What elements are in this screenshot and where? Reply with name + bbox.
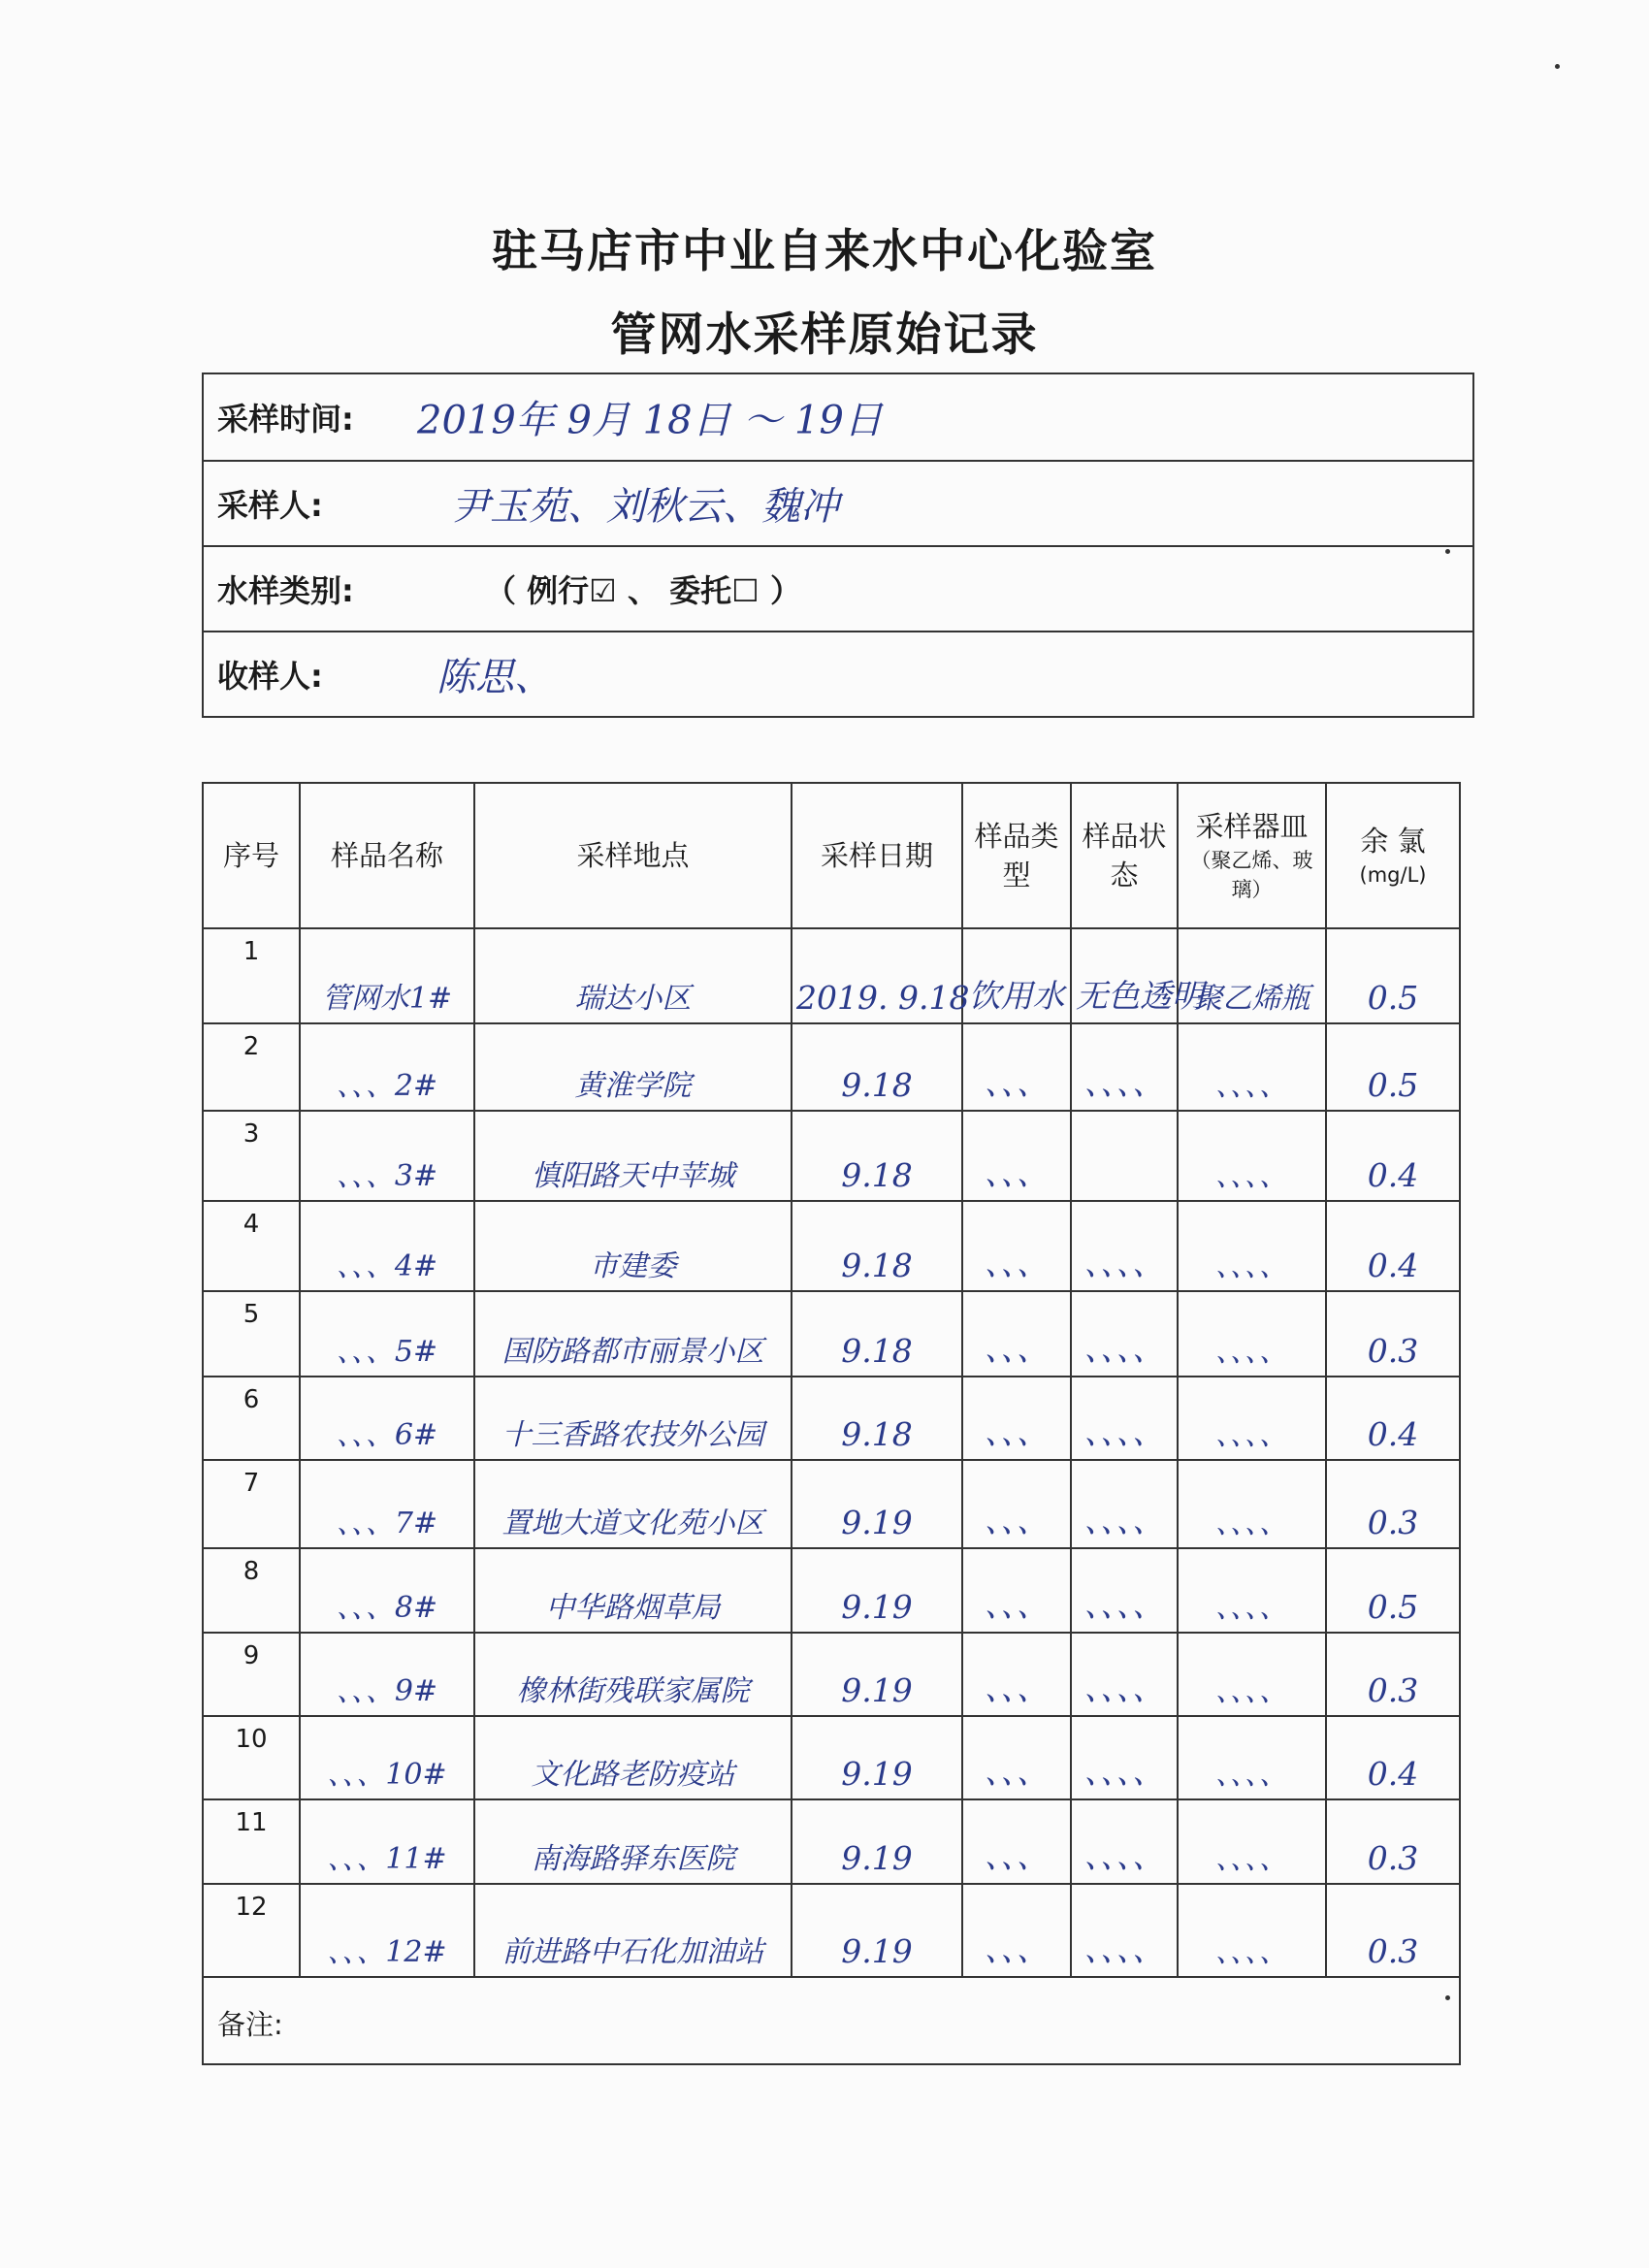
value-name: 、、、11#	[327, 1842, 447, 1876]
cell-date	[792, 1201, 962, 1291]
cell-chlorine	[1326, 1716, 1460, 1799]
cell-type	[962, 1884, 1071, 1977]
cell-date	[792, 928, 970, 1023]
value-name: 、、、9#	[336, 1674, 438, 1708]
header-location: 采样地点	[474, 783, 792, 928]
cell-state	[1071, 1111, 1178, 1201]
cell-location	[474, 1716, 792, 1799]
page-subtitle: 管网水采样原始记录	[610, 308, 1039, 362]
scan-speck	[1445, 1995, 1450, 2000]
cell-state	[1071, 1023, 1178, 1111]
remark-cell	[203, 1977, 1460, 2064]
info-row-category	[204, 547, 1472, 632]
cell-location	[474, 1377, 792, 1460]
value-vessel: 、、、、	[1215, 1507, 1288, 1540]
cell-date	[792, 1633, 962, 1716]
value-vessel: 、、、、	[1215, 1249, 1288, 1283]
cell-chlorine	[1326, 1460, 1460, 1548]
value-name: 、、、8#	[336, 1591, 438, 1625]
cell-state	[1071, 928, 1204, 1023]
header-vessel-label: 采样器皿	[1195, 810, 1309, 843]
cell-date	[792, 1460, 962, 1548]
value-type: 、、、	[985, 1930, 1049, 1968]
value-location: 黄淮学院	[574, 1069, 692, 1103]
cell-chlorine	[1326, 1291, 1460, 1377]
value-date: 9.19	[841, 1504, 913, 1541]
value-vessel: 、、、、	[1215, 1591, 1288, 1625]
cell-chlorine	[1326, 1111, 1460, 1201]
table-row	[203, 1633, 1460, 1716]
cell-location	[474, 1460, 792, 1548]
table-row	[203, 1201, 1460, 1291]
cell-type	[962, 1291, 1071, 1377]
value-type: 、、、	[985, 1064, 1049, 1102]
row-index: 11	[235, 1808, 268, 1837]
value-chlorine: 0.3	[1367, 1332, 1419, 1370]
category-options: （ 例行☑ 、 委托☐ ）	[485, 572, 801, 609]
time-value: 2019年 9月 18日 ～ 19日	[417, 398, 883, 443]
value-type: 、、、	[985, 1413, 1049, 1451]
row-index: 4	[242, 1210, 260, 1239]
cell-chlorine	[1326, 928, 1460, 1023]
cell-vessel	[1178, 1548, 1326, 1633]
cell-type	[962, 1023, 1071, 1111]
value-location: 橡林街残联家属院	[516, 1674, 750, 1708]
sampler-label: 采样人:	[217, 487, 323, 524]
cell-date	[792, 1716, 962, 1799]
row-index: 5	[242, 1300, 260, 1329]
cell-state	[1071, 1633, 1178, 1716]
value-name: 、、、3#	[336, 1159, 438, 1193]
cell-location	[474, 1799, 792, 1884]
header-vessel	[1178, 783, 1326, 928]
table-header-row	[203, 783, 1460, 928]
value-type: 饮用水	[968, 977, 1065, 1015]
value-chlorine: 0.3	[1367, 1671, 1419, 1709]
remark-row	[203, 1977, 1460, 2064]
cell-chlorine	[1326, 1377, 1460, 1460]
cell-type	[962, 1111, 1071, 1201]
header-chlorine-label: 余 氯	[1360, 825, 1426, 858]
cell-name	[300, 1201, 474, 1291]
time-label: 采样时间:	[217, 401, 354, 437]
value-chlorine: 0.4	[1367, 1755, 1419, 1793]
value-state: 、、、、	[1083, 1330, 1165, 1368]
row-index-cell	[203, 1023, 300, 1111]
value-state: 、、、、	[1083, 1502, 1165, 1539]
cell-vessel	[1178, 1633, 1326, 1716]
value-date: 9.18	[841, 1332, 913, 1370]
cell-state	[1071, 1884, 1178, 1977]
info-row-sampler	[204, 462, 1472, 547]
value-name: 、、、12#	[327, 1935, 447, 1969]
cell-location	[474, 1548, 792, 1633]
cell-location	[474, 1023, 792, 1111]
value-chlorine: 0.5	[1367, 1588, 1419, 1626]
cell-chlorine	[1326, 1633, 1460, 1716]
sampler-value: 尹玉苑、刘秋云、魏冲	[451, 484, 839, 530]
value-location: 瑞达小区	[574, 982, 692, 1016]
value-type: 、、、	[985, 1245, 1049, 1282]
value-name: 、、、7#	[336, 1507, 438, 1540]
value-date: 2019. 9.18	[796, 979, 970, 1017]
value-name: 、、、10#	[327, 1758, 447, 1792]
cell-name	[300, 1548, 474, 1633]
row-index: 9	[242, 1641, 260, 1670]
value-vessel: 、、、、	[1215, 1758, 1288, 1792]
row-index: 6	[242, 1385, 260, 1414]
row-index-cell	[203, 1377, 300, 1460]
value-type: 、、、	[985, 1502, 1049, 1539]
cell-type	[962, 1548, 1071, 1633]
value-vessel: 、、、、	[1215, 1159, 1288, 1193]
value-name: 、、、5#	[336, 1335, 438, 1369]
cell-vessel	[1178, 928, 1326, 1023]
cell-state	[1071, 1716, 1178, 1799]
value-date: 9.18	[841, 1066, 913, 1104]
value-date: 9.19	[841, 1588, 913, 1626]
cell-name	[300, 1716, 474, 1799]
value-chlorine: 0.4	[1367, 1156, 1419, 1194]
cell-name	[300, 1799, 474, 1884]
cell-type	[962, 1716, 1071, 1799]
cell-type	[962, 928, 1071, 1023]
value-date: 9.19	[841, 1932, 913, 1970]
table-row	[203, 1884, 1460, 1977]
header-sample-type: 样品类型	[962, 783, 1071, 928]
table-row	[203, 1023, 1460, 1111]
value-date: 9.19	[841, 1671, 913, 1709]
value-state: 、、、、	[1083, 1930, 1165, 1968]
value-vessel: 、、、、	[1215, 1335, 1288, 1369]
value-state: 、、、、	[1083, 1669, 1165, 1707]
row-index: 8	[242, 1557, 260, 1586]
header-index: 序号	[203, 783, 300, 928]
cell-state	[1071, 1201, 1178, 1291]
cell-name	[300, 1884, 474, 1977]
table-row	[203, 1377, 1460, 1460]
receiver-label: 收样人:	[217, 658, 323, 695]
cell-location	[474, 928, 792, 1023]
value-name: 、、、4#	[336, 1249, 438, 1283]
table-row	[203, 1799, 1460, 1884]
cell-location	[474, 1201, 792, 1291]
value-state: 、、、、	[1083, 1064, 1165, 1102]
table-row	[203, 928, 1460, 1023]
header-chlorine	[1326, 783, 1460, 928]
value-vessel: 、、、、	[1215, 1069, 1288, 1103]
value-name: 、、、6#	[336, 1418, 438, 1452]
value-type: 、、、	[985, 1837, 1049, 1875]
header-date: 采样日期	[792, 783, 962, 928]
value-type: 、、、	[985, 1586, 1049, 1624]
value-location: 前进路中石化加油站	[501, 1935, 764, 1969]
cell-type	[962, 1201, 1071, 1291]
receiver-value: 陈思、	[436, 655, 553, 700]
value-type: 、、、	[985, 1669, 1049, 1707]
value-name: 、、、2#	[336, 1069, 438, 1103]
row-index-cell	[203, 1291, 300, 1377]
value-chlorine: 0.4	[1367, 1247, 1419, 1284]
row-index: 2	[242, 1032, 260, 1061]
value-date: 9.19	[841, 1839, 913, 1877]
value-location: 市建委	[589, 1249, 677, 1283]
cell-vessel	[1178, 1377, 1326, 1460]
header-sample-state: 样品状态	[1071, 783, 1178, 928]
cell-vessel	[1178, 1023, 1326, 1111]
value-type: 、、、	[985, 1753, 1049, 1791]
cell-date	[792, 1799, 962, 1884]
value-location: 十三香路农技外公园	[501, 1418, 764, 1452]
category-label: 水样类别:	[217, 572, 354, 609]
value-chlorine: 0.4	[1367, 1415, 1419, 1453]
value-vessel: 、、、、	[1215, 1674, 1288, 1708]
value-location: 南海路驿东医院	[531, 1842, 735, 1876]
sample-table	[202, 782, 1461, 2065]
table-row	[203, 1716, 1460, 1799]
value-vessel: 、、、、	[1215, 1935, 1288, 1969]
cell-state	[1071, 1460, 1178, 1548]
row-index: 10	[235, 1725, 268, 1754]
scan-speck	[1555, 64, 1560, 69]
cell-type	[962, 1633, 1071, 1716]
table-row	[203, 1460, 1460, 1548]
cell-location	[474, 1111, 792, 1201]
table-row	[203, 1111, 1460, 1201]
row-index: 12	[235, 1893, 268, 1922]
remark-label: 备注:	[217, 2008, 283, 2041]
row-index: 7	[242, 1469, 260, 1498]
cell-vessel	[1178, 1111, 1326, 1201]
cell-state	[1071, 1377, 1178, 1460]
cell-type	[962, 1460, 1071, 1548]
value-chlorine: 0.3	[1367, 1932, 1419, 1970]
value-location: 文化路老防疫站	[531, 1758, 735, 1792]
cell-date	[792, 1023, 962, 1111]
value-chlorine: 0.3	[1367, 1839, 1419, 1877]
row-index: 3	[242, 1119, 260, 1149]
row-index-cell	[203, 1716, 300, 1799]
row-index-cell	[203, 1884, 300, 1977]
cell-location	[474, 1884, 792, 1977]
cell-vessel	[1178, 1799, 1326, 1884]
table-row	[203, 1548, 1460, 1633]
cell-chlorine	[1326, 1884, 1460, 1977]
cell-type	[962, 1799, 1071, 1884]
value-state: 、、、、	[1083, 1753, 1165, 1791]
cell-vessel	[1178, 1884, 1326, 1977]
cell-location	[474, 1291, 792, 1377]
cell-name	[300, 1291, 474, 1377]
cell-state	[1071, 1799, 1178, 1884]
cell-date	[792, 1291, 962, 1377]
info-row-time	[204, 374, 1472, 462]
value-date: 9.18	[841, 1415, 913, 1453]
row-index-cell	[203, 1799, 300, 1884]
value-type: 、、、	[985, 1330, 1049, 1368]
cell-chlorine	[1326, 1799, 1460, 1884]
row-index-cell	[203, 928, 300, 1023]
header-chlorine-unit: (mg/L)	[1359, 863, 1427, 887]
page-title: 驻马店市中业自来水中心化验室	[492, 225, 1157, 278]
value-chlorine: 0.5	[1367, 979, 1419, 1017]
value-state: 、、、、	[1083, 1413, 1165, 1451]
info-row-receiver	[204, 632, 1472, 716]
value-vessel: 、、、、	[1215, 1842, 1288, 1876]
cell-name	[300, 1377, 474, 1460]
cell-type	[962, 1377, 1071, 1460]
value-state: 、、、、	[1083, 1245, 1165, 1282]
cell-vessel	[1178, 1716, 1326, 1799]
value-location: 国防路都市丽景小区	[501, 1335, 764, 1369]
cell-date	[792, 1111, 962, 1201]
cell-chlorine	[1326, 1201, 1460, 1291]
cell-vessel	[1178, 1201, 1326, 1291]
value-chlorine: 0.3	[1367, 1504, 1419, 1541]
cell-name	[300, 1633, 474, 1716]
cell-name	[300, 1460, 474, 1548]
cell-date	[792, 1884, 962, 1977]
cell-name	[300, 928, 474, 1023]
row-index-cell	[203, 1548, 300, 1633]
cell-name	[300, 1111, 474, 1201]
value-type: 、、、	[985, 1154, 1049, 1192]
cell-chlorine	[1326, 1548, 1460, 1633]
cell-vessel	[1178, 1291, 1326, 1377]
value-date: 9.19	[841, 1755, 913, 1793]
cell-name	[300, 1023, 474, 1111]
value-location: 中华路烟草局	[545, 1591, 721, 1625]
cell-state	[1071, 1548, 1178, 1633]
row-index-cell	[203, 1633, 300, 1716]
scan-speck	[1445, 549, 1450, 554]
cell-chlorine	[1326, 1023, 1460, 1111]
value-location: 置地大道文化苑小区	[501, 1507, 764, 1540]
row-index-cell	[203, 1111, 300, 1201]
cell-date	[792, 1548, 962, 1633]
value-state: 无色透明	[1076, 977, 1204, 1015]
value-name: 管网水1#	[321, 982, 453, 1016]
row-index-cell	[203, 1201, 300, 1291]
value-vessel: 、、、、	[1215, 1418, 1288, 1452]
header-vessel-note: （聚乙烯、玻璃）	[1190, 849, 1313, 901]
cell-state	[1071, 1291, 1178, 1377]
row-index: 1	[242, 937, 260, 966]
value-date: 9.18	[841, 1156, 913, 1194]
value-location: 慎阳路天中苹城	[531, 1159, 735, 1193]
value-state: 、、、、	[1083, 1837, 1165, 1875]
cell-vessel	[1178, 1460, 1326, 1548]
value-date: 9.18	[841, 1247, 913, 1284]
header-sample-name: 样品名称	[300, 783, 474, 928]
value-chlorine: 0.5	[1367, 1066, 1419, 1104]
table-row	[203, 1291, 1460, 1377]
sampling-info-box	[202, 373, 1474, 718]
value-vessel: 聚乙烯瓶	[1193, 982, 1310, 1016]
cell-location	[474, 1633, 792, 1716]
cell-date	[792, 1377, 962, 1460]
value-state: 、、、、	[1083, 1586, 1165, 1624]
row-index-cell	[203, 1460, 300, 1548]
